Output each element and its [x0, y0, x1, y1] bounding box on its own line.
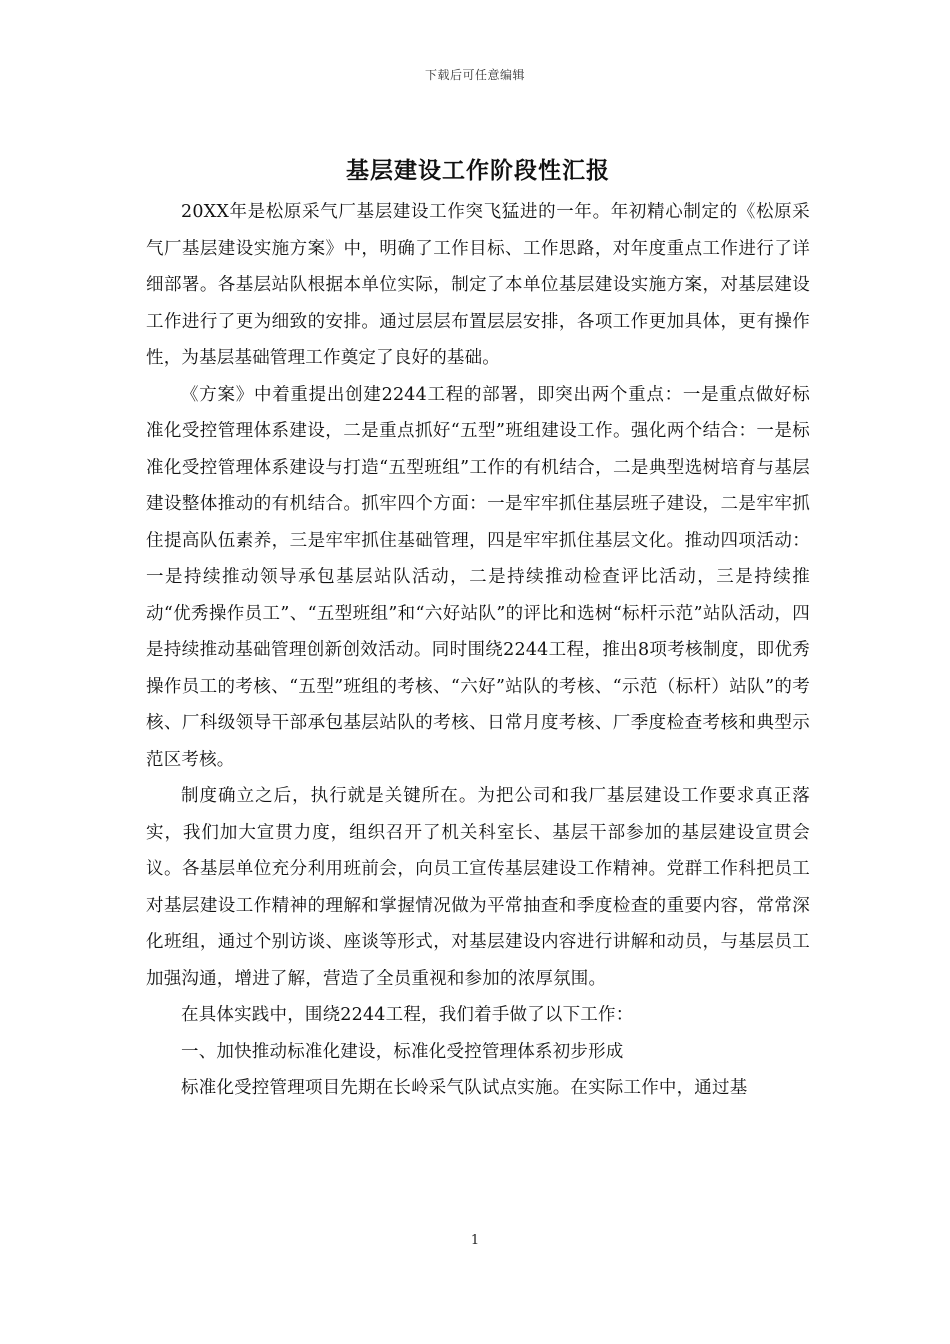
- paragraph-1: 20XX年是松原采气厂基层建设工作突飞猛进的一年。年初精心制定的《松原采气厂基层建设实施方案》中，明确了工作目标、工作思路，对年度重点工作进行了详细部署。各基层站队根据本单位实际，制定了本单位基层建设实施方案，对基层建设工作进行了更为细致的安排。通过层层布置层层安排，各项工作更加具体，更有操作性，为基层基础管理工作奠定了良好的基础。: [146, 202, 810, 368]
- section-heading-1: 一、加快推动标准化建设，标准化受控管理体系初步形成: [181, 1041, 624, 1062]
- page-number: 1: [470, 1233, 480, 1248]
- paragraph-2: 《方案》中着重提出创建2244工程的部署，即突出两个重点：一是重点做好标准化受控管理体系建设，二是重点抓好“五型”班组建设工作。强化两个结合：一是标准化受控管理体系建设与打造“五型班组”工作的有机结合，二是典型选树培育与基层建设整体推动的有机结合。抓牢四个方面：一是牢牢抓住基层班子建设，二是牢牢抓住提高队伍素养，三是牢牢抓住基础管理，四是牢牢抓住基层文化。推动四项活动：一是持续推动领导承包基层站队活动，二是持续推动检查评比活动，三是持续推动“优秀操作员工”、“五型班组”和“六好站队”的评比和选树“标杆示范”站队活动，四是持续推动基础管理创新创效活动。同时围绕2244工程，推出8项考核制度，即优秀操作员工的考核、“五型”班组的考核、“六好”站队的考核、“示范（标杆）站队”的考核、厂科级领导干部承包基层站队的考核、日常月度考核、厂季度检查考核和典型示范区考核。: [146, 384, 810, 770]
- paragraph-4: 在具体实践中，围绕2244工程，我们着手做了以下工作：: [181, 1005, 634, 1025]
- document-title: 基层建设工作阶段性汇报: [346, 157, 610, 184]
- header-note: 下载后可任意编辑: [424, 68, 525, 82]
- paragraph-3: 制度确立之后，执行就是关键所在。为把公司和我厂基层建设工作要求真正落实，我们加大宣贯力度，组织召开了机关科室长、基层干部参加的基层建设宣贯会议。各基层单位充分利用班前会，向员工宣传基层建设工作精神。党群工作科把员工对基层建设工作精神的理解和掌握情况做为平常抽查和季度检查的重要内容，常常深化班组，通过个别访谈、座谈等形式，对基层建设内容进行讲解和动员，与基层员工加强沟通，增进了解，营造了全员重视和参加的浓厚氛围。: [146, 786, 810, 989]
- document-body: [146, 148, 810, 1107]
- paragraph-5: 标准化受控管理项目先期在长岭采气队试点实施。在实际工作中，通过基: [181, 1078, 748, 1098]
